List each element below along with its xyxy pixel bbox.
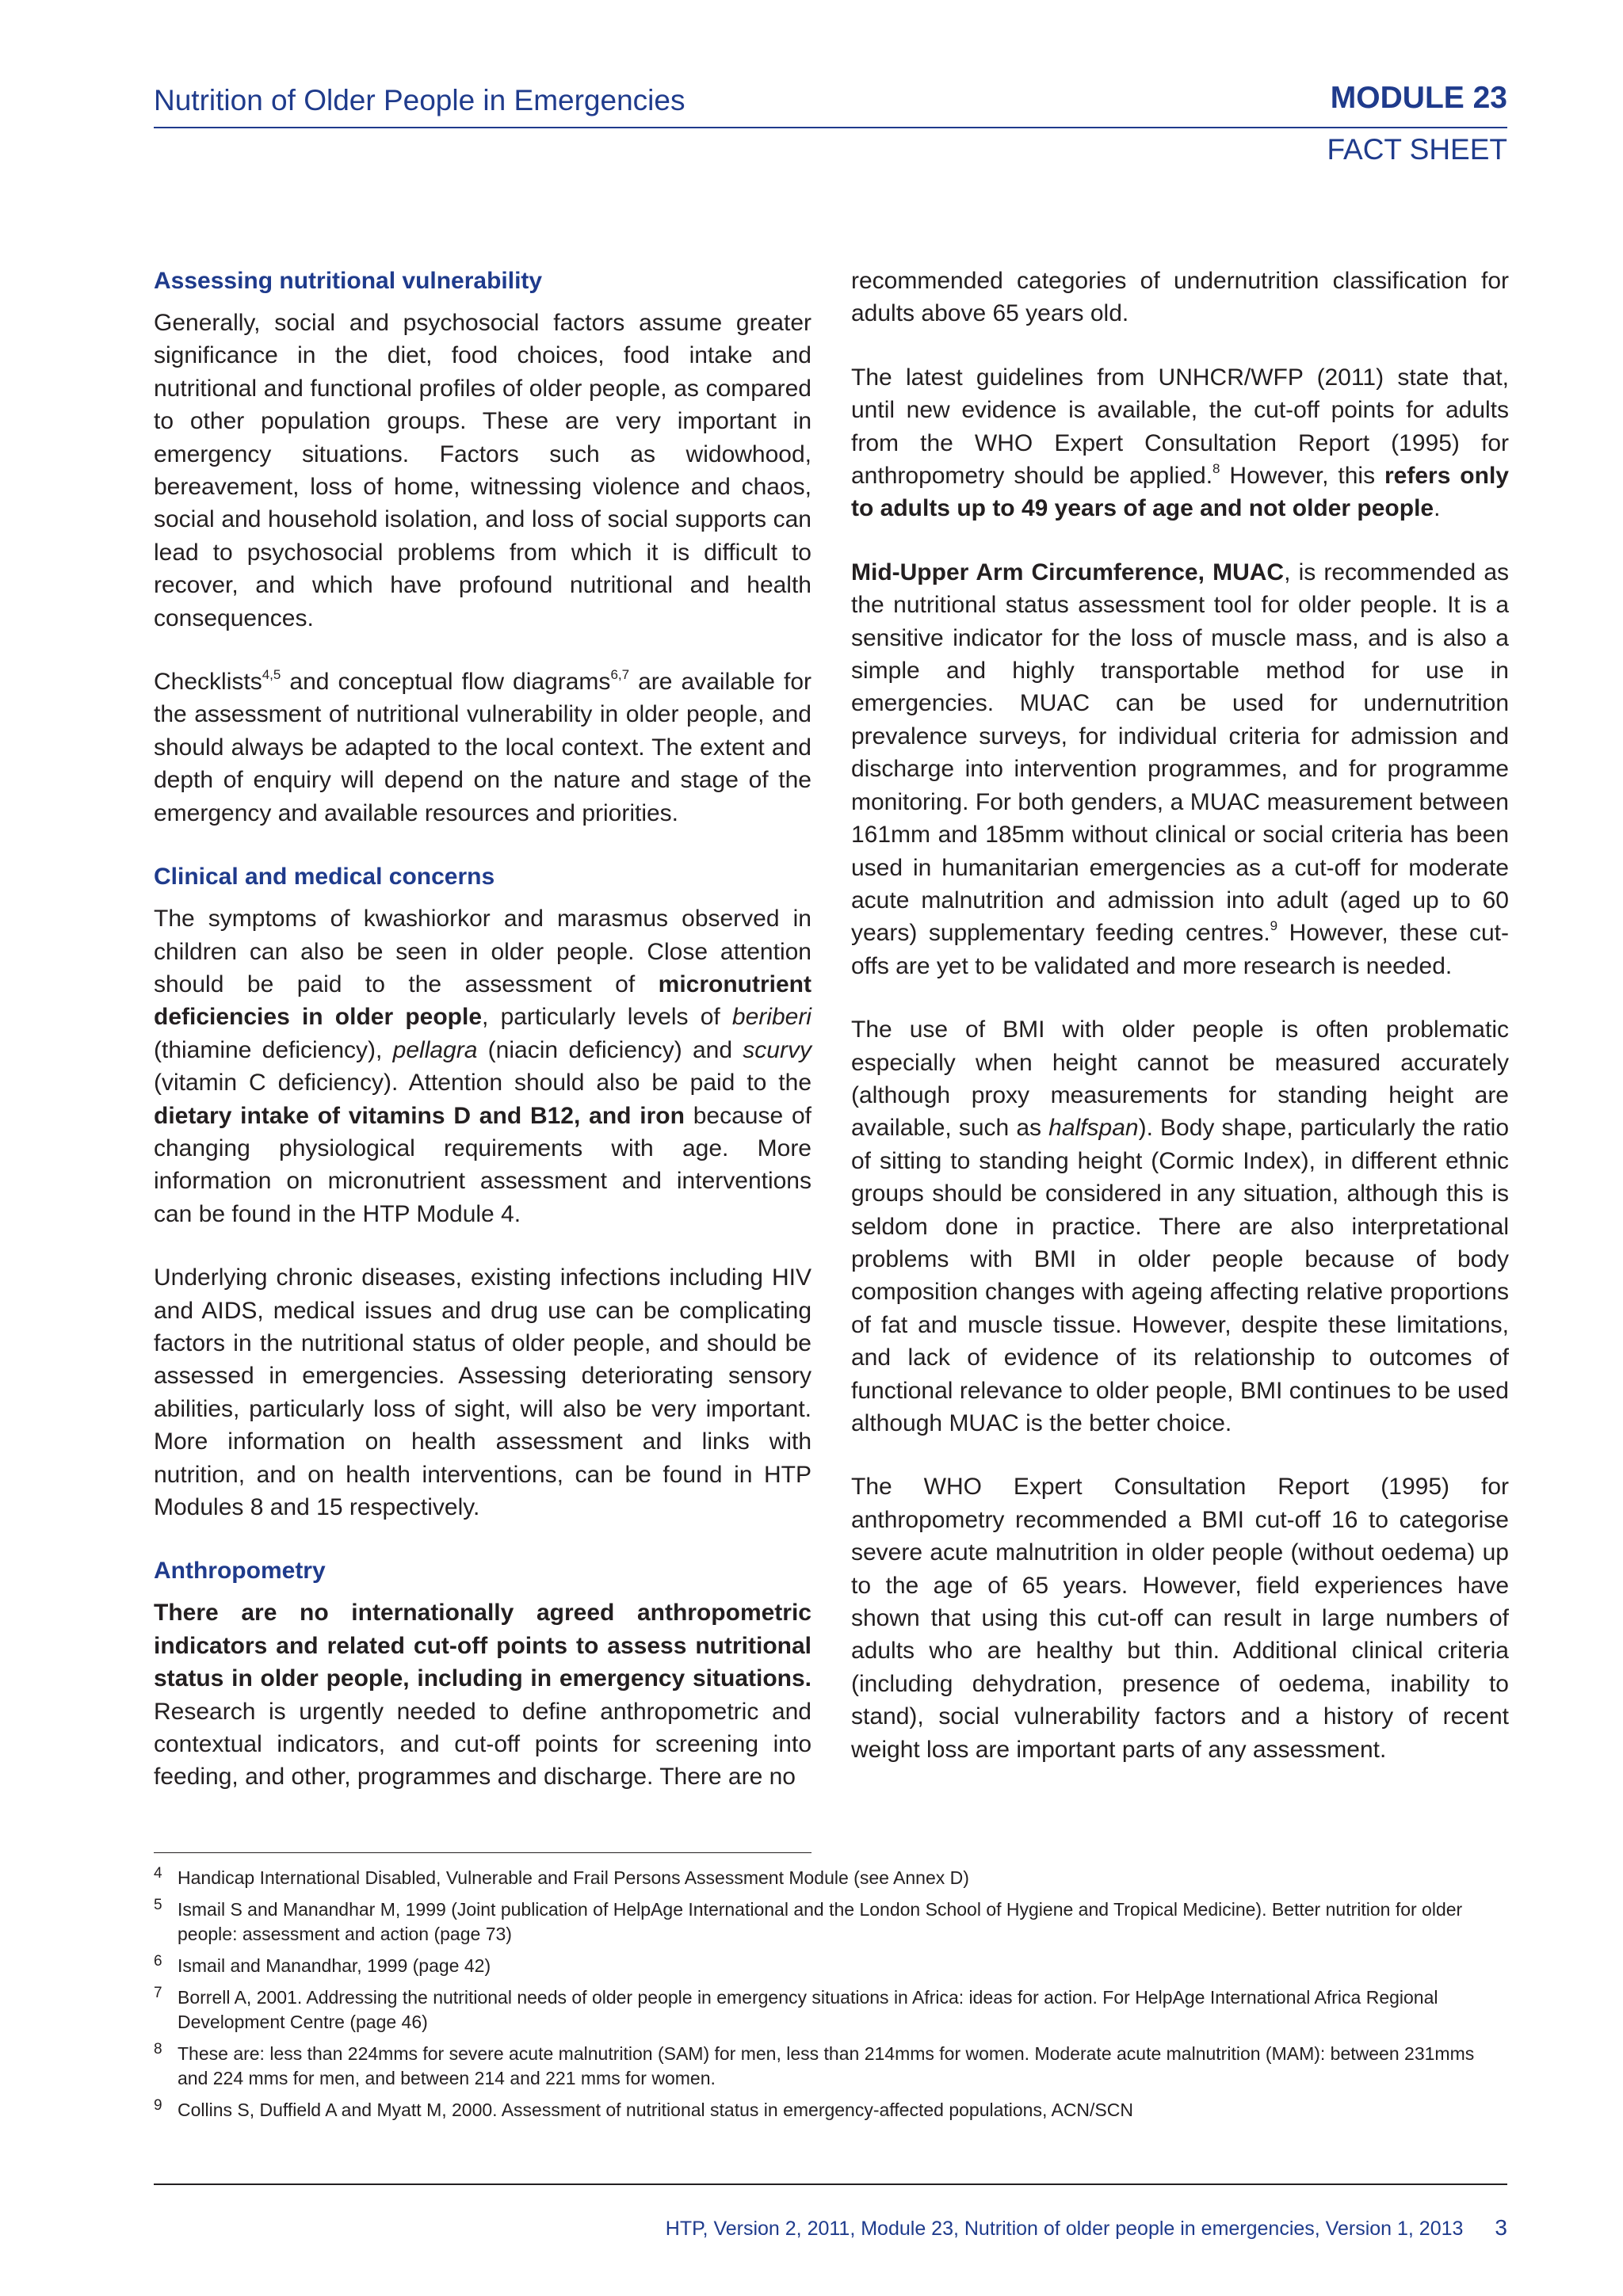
- header-divider: [154, 127, 1507, 128]
- footnote: 6 Ismail and Manandhar, 1999 (page 42): [154, 1953, 491, 1976]
- heading-assessing-vulnerability: Assessing nutritional vulnerability: [154, 268, 543, 294]
- paragraph-micronutrients: The symptoms of kwashiorkor and marasmus observed in children can also be seen in older people. Close attention should be paid to the assessment of micronutrient deficiencies in older people, particularly levels of beriberi (thiamine deficiency), pellagra (niacin deficiency) and scurvy (vitamin C deficiency). Attention should also be paid to the dietary intake of vitamins D and B12, and iron because of changing physiological requirements with age. More information on micronutrient assessment and interventions can be found in the HTP Module 4.: [154, 906, 812, 1227]
- paragraph-anthropometry: There are no internationally agreed anthropometric indicators and related cut-off points to assess nutritional status in older people, including in emergency situations. Research is urgently needed to define anthropometric and contextual indicators, and cut-off points for screening into feeding, and other, programmes and discharge. There are no: [154, 1600, 812, 1791]
- paragraph-bmi: The use of BMI with older people is often problematic especially when height cannot be measured accurately (although proxy measurements for standing height are available, such as halfspan). Body shape, particularly the ratio of sitting to standing height (Cormic Index), in different ethnic groups should be considered in any situation, although this is seldom done in practice. There are also interpretational problems with BMI in older people because of body composition changes with ageing affecting relative proportions of fat and muscle tissue. However, despite these limitations, and lack of evidence of its relationship to outcomes of functional relevance to older people, BMI continues to be used although MUAC is the better choice.: [851, 1016, 1509, 1436]
- left-column: [154, 265, 812, 1797]
- paragraph-vulnerability-intro: Generally, social and psychosocial factors assume greater significance in the diet, food choices, food intake and nutritional and functional profiles of older people, as compared to other population groups. These are very important in emergency situations. Factors such as widowhood, bereavement, loss of home, witnessing violence and chaos, social and household isolation, and loss of social supports can lead to psychosocial problems from which it is difficult to recover, and which have profound nutritional and health consequences.: [154, 310, 812, 631]
- heading-clinical-concerns: Clinical and medical concerns: [154, 864, 495, 891]
- paragraph-checklists: Checklists$^{4,5}$ and conceptual flow diagrams$^{6,7}$ are available for the assessment of nutritional vulnerability in older people, and should always be adapted to the local context. The extent and depth of enquiry will depend on the nature and stage of the emergency and available resources and priorities.: [154, 667, 812, 826]
- footnotes: [154, 1866, 1485, 2130]
- paragraph-who-report: The WHO Expert Consultation Report (1995) for anthropometry recommended a BMI cut-off 16 to categorise severe acute malnutrition in older people (without oedema) up to the age of 65 years. However, field experiences have shown that using this cut-off can result in large numbers of adults who are healthy but thin. Additional clinical criteria (including dehydration, presence of oedema, inability to stand), social vulnerability factors and a history of recent weight loss are important parts of any assessment.: [851, 1474, 1509, 1763]
- footnote-ref-4-5: 4,5: [262, 667, 281, 683]
- footnote-ref-6-7: 6,7: [610, 667, 630, 683]
- module-label: MODULE 23: [1330, 81, 1507, 115]
- paragraph-guidelines: The latest guidelines from UNHCR/WFP (2011) state that, until new evidence is available, the cut-off points for adults from the WHO Expert Consultation Report (1995) for anthropometry should be applied.$^8$ However, this refers only to adults up to 49 years of age and not older people.: [851, 364, 1509, 522]
- paragraph-chronic-diseases: Underlying chronic diseases, existing infections including HIV and AIDS, medical issues and drug use can be complicating factors in the nutritional status of older people, and should be assessed in emergencies. Assessing deteriorating sensory abilities, particularly loss of sight, will also be very important. More information on health assessment and links with nutrition, and on health interventions, can be found in HTP Modules 8 and 15 respectively.: [154, 1264, 812, 1520]
- footer-citation: HTP, Version 2, 2011, Module 23, Nutrition of older people in emergencies, Version 1, 2013: [665, 2218, 1464, 2240]
- footnote: 4 Handicap International Disabled, Vulnerable and Frail Persons Assessment Module (see Annex D): [154, 1865, 969, 1888]
- paragraph-muac: Mid-Upper Arm Circumference, MUAC, is recommended as the nutritional status assessment tool for older people. It is a sensitive indicator for the loss of muscle mass, and is also a simple and highly transportable method for use in emergencies. MUAC can be used for undernutrition prevalence surveys, for individual criteria for admission and discharge into intervention programmes, and for programme monitoring. For both genders, a MUAC measurement between 161mm and 185mm without clinical or social criteria has been used in humanitarian emergencies as a cut-off for moderate acute malnutrition and admission into adult (aged up to 60 years) supplementary feeding centres.$^9$ However, these cut-offs are yet to be validated and more research is needed.: [851, 559, 1509, 979]
- footnote-ref-9: 9: [1270, 918, 1278, 934]
- footnote: 7 Borrell A, 2001. Addressing the nutritional needs of older people in emergency situations in Africa: ideas for action. For HelpAge International Africa Regional Development Centre (page 46): [154, 1985, 1438, 2032]
- running-header-title: Nutrition of Older People in Emergencies: [154, 84, 685, 116]
- footnote: 9 Collins S, Duffield A and Myatt M, 2000. Assessment of nutritional status in emergency-affected populations, ACN/SCN: [154, 2097, 1133, 2120]
- footnote: 8 These are: less than 224mms for severe acute malnutrition (SAM) for men, less than 214mms for women. Moderate acute malnutrition (MAM): between 231mms and 224 mms for men, and between 214 and 221 mms for women.: [154, 2041, 1475, 2088]
- page-footer: [666, 2215, 1507, 2241]
- footnote-ref-8: 8: [1212, 461, 1220, 477]
- footnote: 5 Ismail S and Manandhar M, 1999 (Joint publication of HelpAge International and the London School of Hygiene and Tropical Medicine). Better nutrition for older people: assessment and action (page 73): [154, 1897, 1463, 1944]
- paragraph-categories: recommended categories of undernutrition classification for adults above 65 years old.: [851, 268, 1509, 327]
- footer-divider: [154, 2183, 1507, 2185]
- right-column: [851, 265, 1509, 1797]
- page-number: 3: [1495, 2215, 1507, 2240]
- footnote-divider: [154, 1852, 812, 1853]
- heading-anthropometry: Anthropometry: [154, 1558, 326, 1585]
- fact-sheet-label: FACT SHEET: [1327, 133, 1507, 166]
